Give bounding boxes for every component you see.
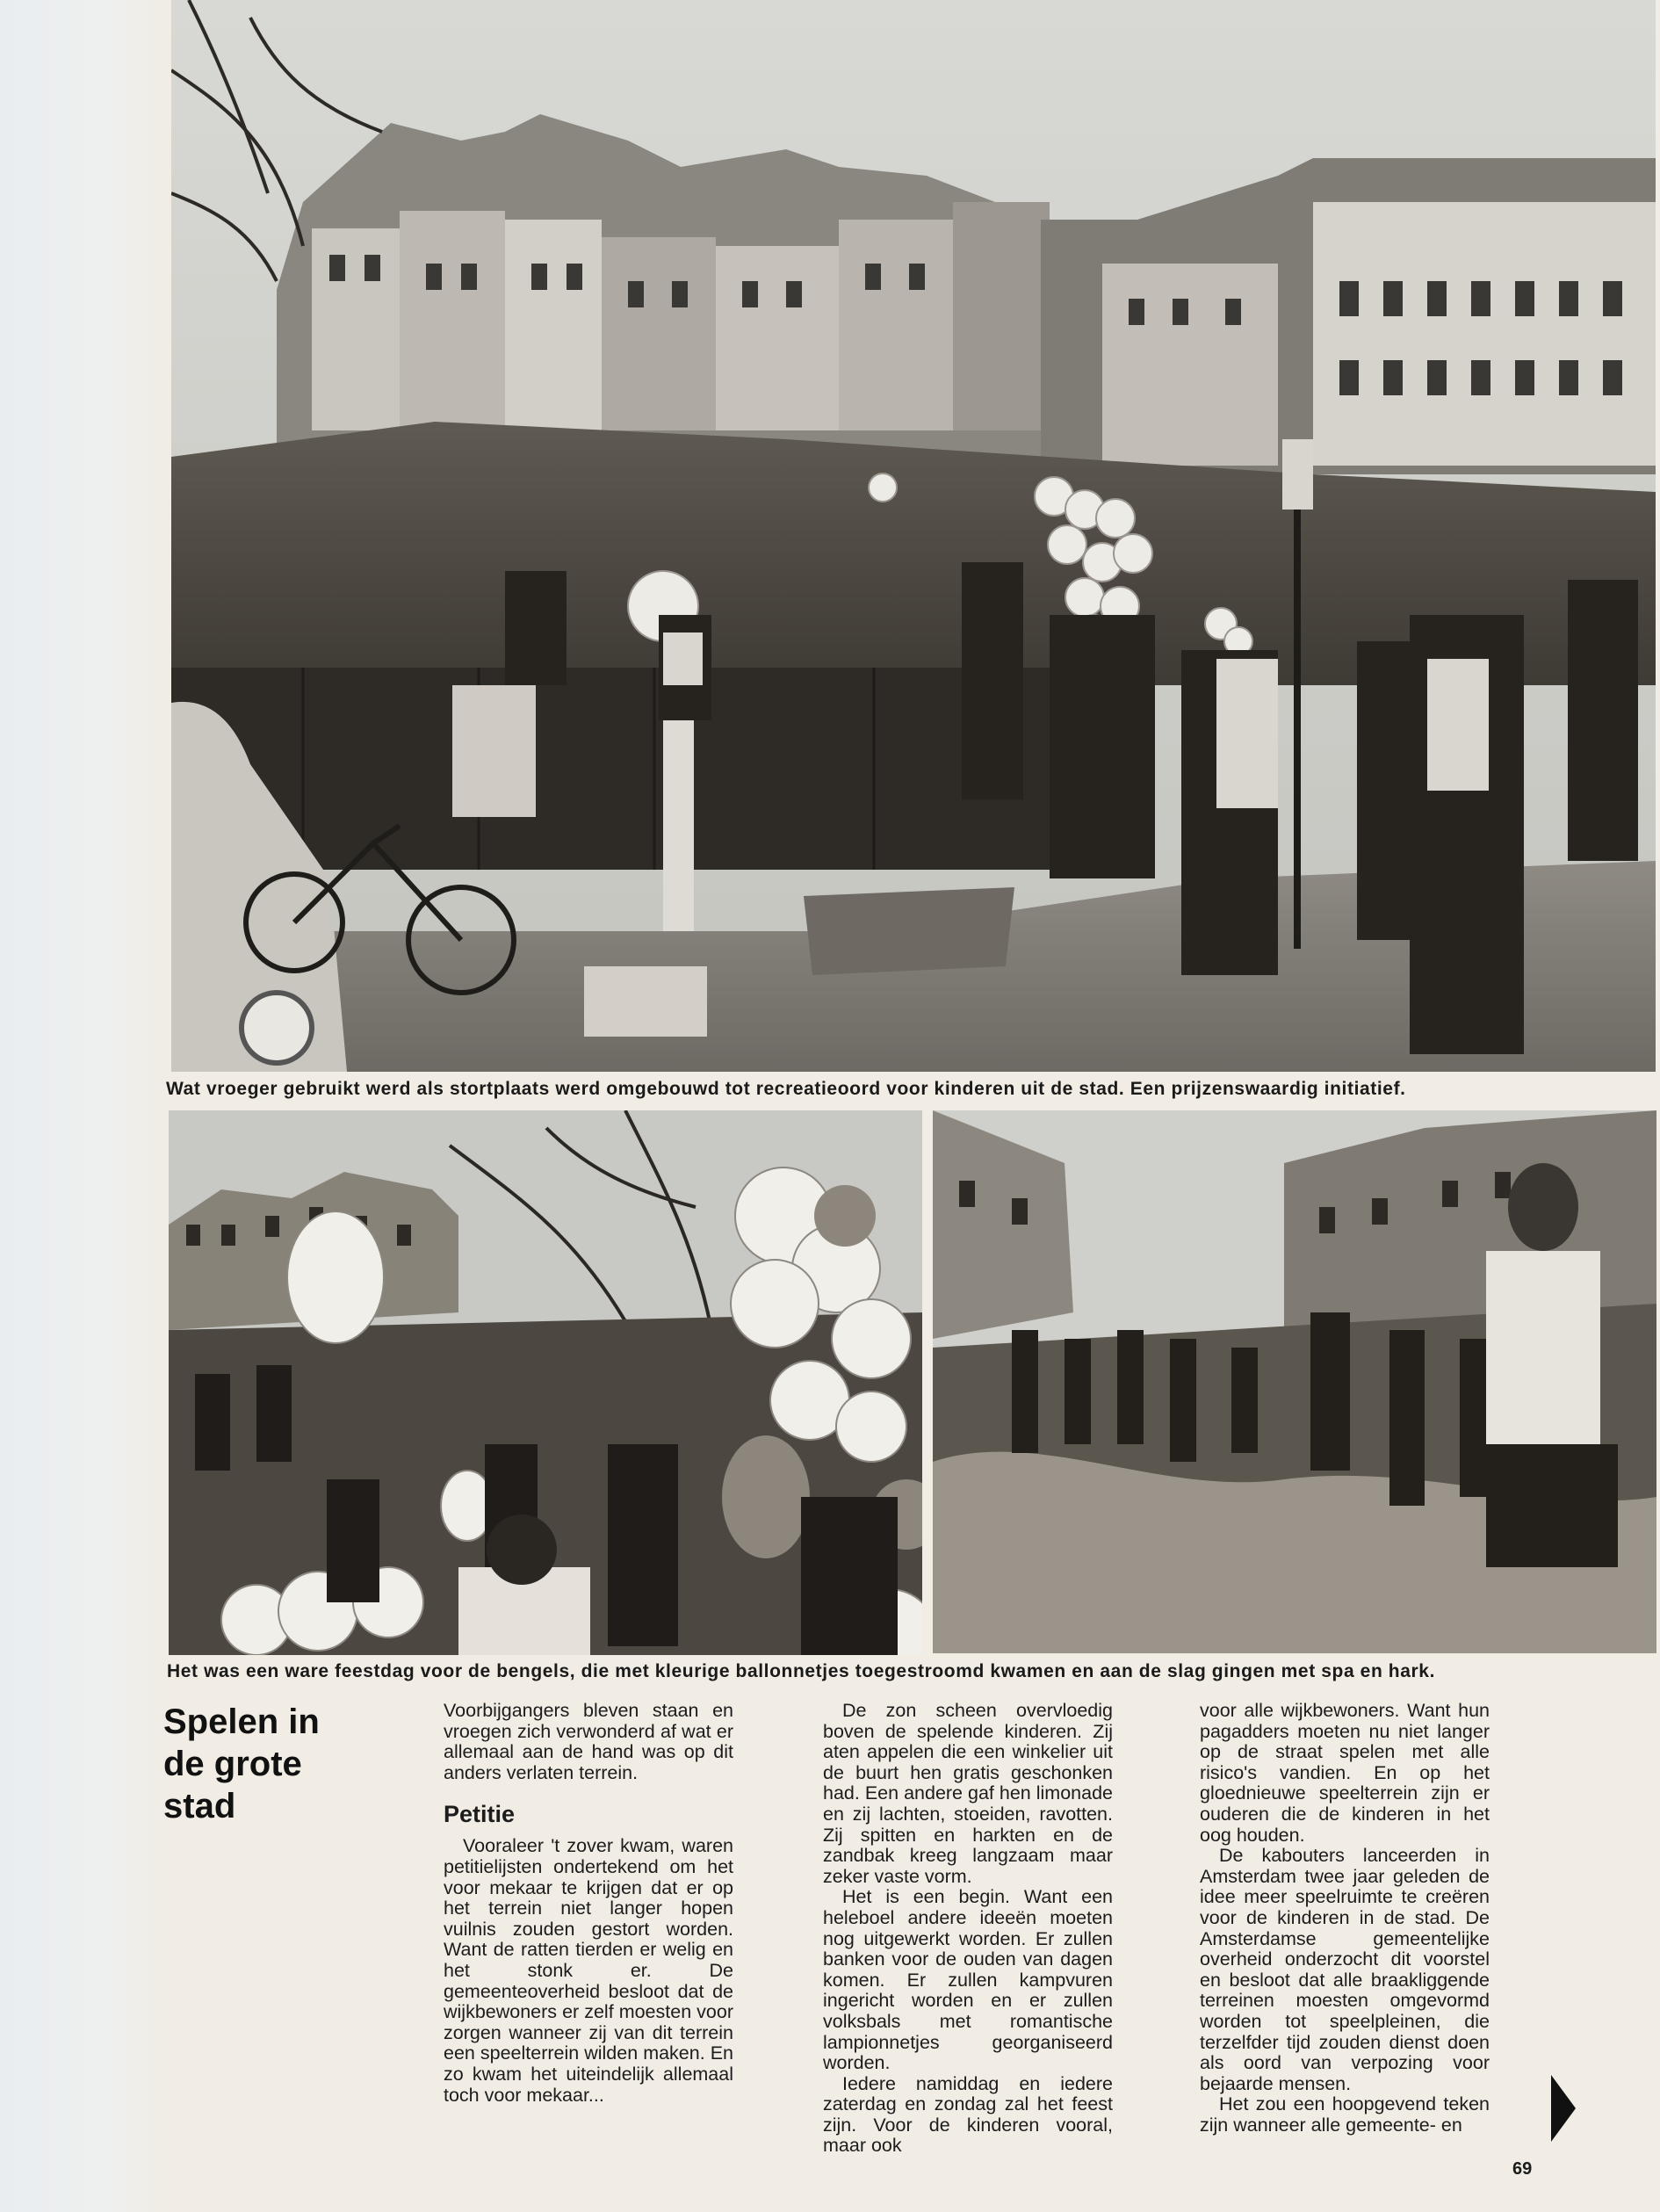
page-left-margin — [0, 0, 171, 2212]
top-photo-playground — [171, 0, 1656, 1072]
top-photo-caption: Wat vroeger gebruikt werd als stortplaats werd omgebouwd tot recreatieoord voor kinderen uit de stad. Een prijzenswaardig initiatief. — [166, 1079, 1406, 1099]
column-2-paragraph: Iedere namiddag en iedere zaterdag en zondag zal het feest zijn. Voor de kinderen vooral, maar ook — [823, 2072, 1113, 2157]
column-1-body: Vooraleer 't zover kwam, waren petitielijsten ondertekend om het voor mekaar te krijgen dat er op het terrein niet langer hopen vuilnis zouden gestort worden. Want de ratten tierden er welig en het stonk er. De gemeenteoverheid besloot dat de wijkbewoners er zelf moesten voor zorgen wanneer zij van dit terrein een speelterrein wilden maken. En zo kwam het uiteindelijk allemaal toch voor mekaar... — [444, 1835, 733, 2106]
bottom-photos-caption: Het was een ware feestdag voor de bengels, die met kleurige ballonnetjes toegestroomd kwamen en aan de slag gingen met spa en hark. — [167, 1661, 1435, 1681]
article-headline — [163, 1701, 418, 1827]
column-1-subheading: Petitie — [444, 1801, 516, 1828]
column-2-paragraph: Het is een begin. Want een heleboel andere ideeën moeten nog uitgewerkt worden. Er zullen banken voor de ouden van dagen komen. Er zullen kampvuren ingericht worden en er zullen volksbals met romantische lampionnetjes georganiseerd worden. — [823, 1886, 1113, 2074]
bottom-left-photo-balloons — [169, 1110, 922, 1655]
column-3-paragraph: voor alle wijkbewoners. Want hun pagadders moeten nu niet langer op de straat spelen met alle risico's vandien. En op het gloednieuwe speelterrein zijn er ouderen die de kinderen in het oog houden. — [1200, 1700, 1490, 1846]
column-3-paragraph: Het zou een hoopgevend teken zijn wanneer alle gemeente- en — [1200, 2093, 1490, 2136]
column-1-intro: Voorbijgangers bleven staan en vroegen zich verwonderd af wat er allemaal aan de hand was op dit anders verlaten terrein. — [444, 1700, 733, 1783]
headline-line: stad — [163, 1787, 236, 1825]
article-column-2 — [823, 1701, 1113, 2157]
headline-line: Spelen in — [163, 1702, 320, 1741]
article-column-1 — [444, 1701, 733, 2106]
headline-line: de grote — [163, 1745, 302, 1783]
article-column-3 — [1200, 1701, 1490, 2136]
column-2-paragraph: De zon scheen overvloedig boven de spelende kinderen. Zij aten appelen die een winkelier uit de buurt hen gratis geschonken had. Een andere gaf hen limonade en zij lachten, stoeiden, ravotten. Zij spitten en harkten en de zandbak kreeg langzaam maar zeker vaste vorm. — [823, 1700, 1113, 1887]
bottom-right-photo-children-digging — [933, 1110, 1656, 1653]
page-number: 69 — [1512, 2159, 1533, 2179]
column-3-paragraph: De kabouters lanceerden in Amsterdam twee jaar geleden de idee meer speelruimte te creëren voor de kinderen in de stad. De Amsterdamse gemeentelijke overheid onderzocht dit voorstel en besloot dat alle braakliggende terreinen moesten omgevormd worden tot speelpleinen, die terzelfder tijd zouden dienst doen als oord van verpozing voor bejaarde mensen. — [1200, 1845, 1490, 2094]
continue-arrow-icon — [1551, 2075, 1576, 2142]
